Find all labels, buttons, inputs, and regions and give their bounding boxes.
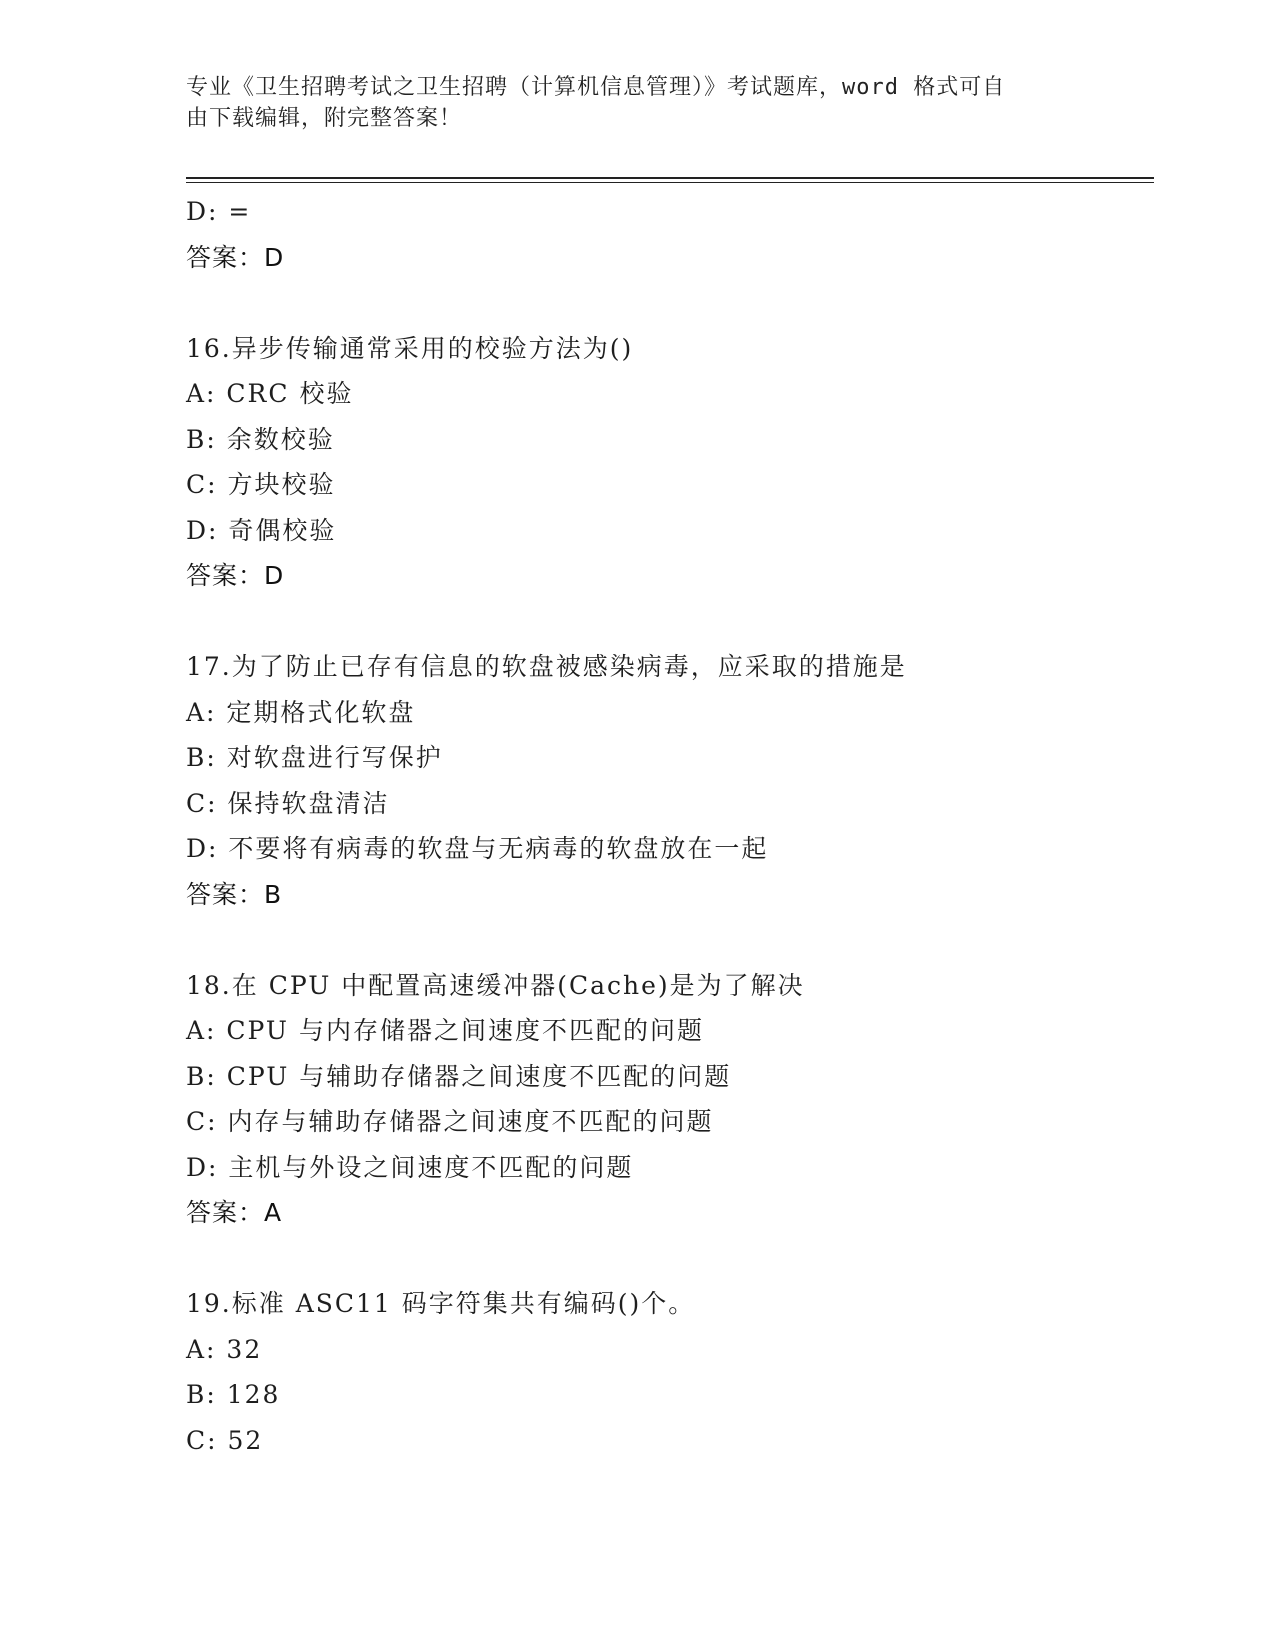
spacer bbox=[186, 1236, 1154, 1282]
spacer bbox=[186, 599, 1154, 645]
header-divider-thick bbox=[186, 177, 1154, 179]
question-block-18 bbox=[186, 963, 1154, 1236]
header-line-1: 专业《卫生招聘考试之卫生招聘（计算机信息管理）》考试题库，word 格式可自 bbox=[186, 75, 1006, 100]
option-d: D: 不要将有病毒的软盘与无病毒的软盘放在一起 bbox=[186, 834, 769, 863]
question-block-19 bbox=[186, 1281, 1154, 1463]
option-d: D: = bbox=[186, 197, 252, 226]
header-line-2: 由下载编辑，附完整答案！ bbox=[186, 106, 463, 131]
question-stem: 16.异步传输通常采用的校验方法为() bbox=[186, 333, 634, 363]
option-c: C: 52 bbox=[186, 1425, 264, 1455]
answer-line: 答案：B bbox=[186, 879, 283, 909]
question-stem: 18.在 CPU 中配置高速缓冲器(Cache)是为了解决 bbox=[186, 970, 805, 1000]
option-b: B: 128 bbox=[186, 1380, 281, 1409]
option-d: D: 主机与外设之间速度不匹配的问题 bbox=[186, 1152, 634, 1182]
answer-line: 答案：D bbox=[186, 242, 285, 272]
question-stem: 19.标准 ASC11 码字符集共有编码()个。 bbox=[186, 1289, 696, 1318]
spacer bbox=[186, 917, 1154, 963]
option-a: A: CPU 与内存储器之间速度不匹配的问题 bbox=[186, 1016, 704, 1045]
answer-line: 答案：D bbox=[186, 561, 285, 590]
option-b: B: 余数校验 bbox=[186, 424, 335, 454]
document-header bbox=[186, 72, 1066, 134]
option-a: A: 定期格式化软盘 bbox=[186, 697, 416, 727]
option-b: B: CPU 与辅助存储器之间速度不匹配的问题 bbox=[186, 1061, 732, 1091]
option-c: C: 方块校验 bbox=[186, 470, 336, 499]
option-b: B: 对软盘进行写保护 bbox=[186, 743, 443, 772]
question-block-17 bbox=[186, 644, 1154, 917]
option-a: A: CRC 校验 bbox=[186, 379, 354, 408]
question-block-15 bbox=[186, 189, 1154, 280]
option-d: D: 奇偶校验 bbox=[186, 515, 337, 545]
spacer bbox=[186, 280, 1154, 326]
question-block-16 bbox=[186, 326, 1154, 599]
option-c: C: 保持软盘清洁 bbox=[186, 788, 390, 818]
question-stem: 17.为了防止已存有信息的软盘被感染病毒，应采取的措施是 bbox=[186, 652, 907, 681]
answer-line: 答案：A bbox=[186, 1198, 283, 1227]
option-a: A: 32 bbox=[186, 1334, 263, 1364]
question-list bbox=[186, 189, 1154, 1463]
option-c: C: 内存与辅助存储器之间速度不匹配的问题 bbox=[186, 1107, 714, 1136]
header-divider-thin bbox=[186, 182, 1154, 183]
